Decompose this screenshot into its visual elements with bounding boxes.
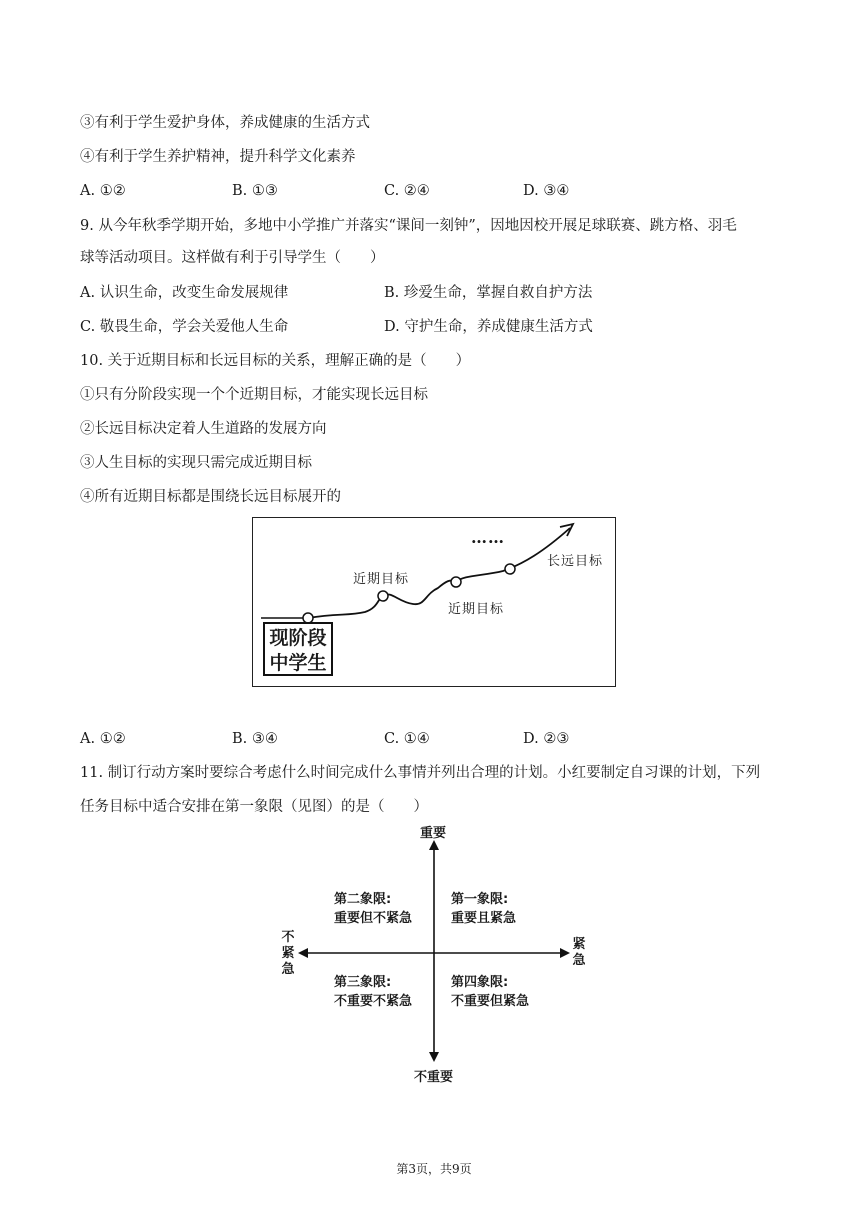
near-goal-label-2: 近期目标	[448, 602, 505, 617]
quadrant-4-desc: 不重要但紧急	[451, 994, 530, 1009]
near-goal-label-1: 近期目标	[353, 572, 410, 587]
quadrant-figure	[270, 820, 610, 1085]
q10-option-a: A. ①②	[80, 731, 126, 747]
milestone-near-2	[451, 577, 461, 587]
q8-option-a: A. ①②	[80, 183, 126, 199]
goal-path-curve	[308, 528, 570, 618]
quadrant-4	[451, 973, 529, 1011]
quadrant-1-title: 第一象限:	[451, 892, 509, 907]
q8-item-3: ③有利于学生爱护身体，养成健康的生活方式	[80, 115, 370, 131]
q8-option-c: C. ②④	[384, 183, 430, 199]
quadrant-axes	[270, 820, 610, 1085]
current-stage-box	[263, 622, 333, 676]
q10-item-4: ④所有近期目标都是围绕长远目标展开的	[80, 489, 341, 505]
current-stage-line-2: 中学生	[269, 652, 327, 674]
quadrant-3-desc: 不重要不紧急	[334, 994, 413, 1009]
q9-option-c: C. 敬畏生命，学会关爱他人生命	[80, 319, 289, 335]
q8-option-b: B. ①③	[232, 183, 278, 199]
arrow-left-icon	[298, 948, 308, 958]
q8-option-d: D. ③④	[523, 183, 570, 199]
q11-stem-line-1: 11. 制订行动方案时要综合考虑什么时间完成什么事情并列出合理的计划。小红要制定自习课的计划，下列	[80, 765, 761, 781]
q10-stem: 10. 关于近期目标和长远目标的关系，理解正确的是（ ）	[80, 353, 471, 369]
quadrant-2	[334, 890, 412, 928]
arrow-up-icon	[429, 840, 439, 850]
q9-stem-line-1: 9. 从今年秋季学期开始，多地中小学推广并落实“课间一刻钟”，因地因校开展足球联赛、跳方格、羽毛	[80, 218, 737, 234]
q9-option-b: B. 珍爱生命，掌握自救自护方法	[384, 285, 593, 301]
q10-option-d: D. ②③	[523, 731, 570, 747]
q11-stem-line-2: 任务目标中适合安排在第一象限（见图）的是（ ）	[80, 799, 428, 815]
continuation-dots: ……	[471, 528, 505, 547]
q10-item-2: ②长远目标决定着人生道路的发展方向	[80, 421, 327, 437]
milestone-near-3	[505, 564, 515, 574]
quadrant-3-title: 第三象限:	[334, 975, 392, 990]
q9-stem-line-2: 球等活动项目。这样做有利于引导学生（ ）	[80, 250, 385, 266]
quadrant-2-title: 第二象限:	[334, 892, 392, 907]
axis-label-not-important: 不重要	[414, 1070, 454, 1085]
quadrant-4-title: 第四象限:	[451, 975, 509, 990]
quadrant-1-desc: 重要且紧急	[451, 911, 517, 926]
q9-option-a: A. 认识生命，改变生命发展规律	[80, 285, 289, 301]
axis-label-urgent: 紧急	[572, 937, 586, 968]
q10-option-b: B. ③④	[232, 731, 278, 747]
q8-item-4: ④有利于学生养护精神，提升科学文化素养	[80, 149, 356, 165]
far-goal-label: 长远目标	[547, 554, 604, 569]
quadrant-3	[334, 973, 412, 1011]
quadrant-1	[451, 890, 516, 928]
q10-option-c: C. ①④	[384, 731, 430, 747]
milestone-near-1	[378, 591, 388, 601]
q10-item-1: ①只有分阶段实现一个个近期目标，才能实现长远目标	[80, 387, 428, 403]
q10-item-3: ③人生目标的实现只需完成近期目标	[80, 455, 312, 471]
page-footer: 第3页，共9页	[396, 1162, 472, 1176]
current-stage-line-1: 现阶段	[269, 627, 327, 649]
quadrant-2-desc: 重要但不紧急	[334, 911, 413, 926]
arrow-down-icon	[429, 1052, 439, 1062]
axis-label-not-urgent: 不紧急	[281, 930, 295, 977]
arrow-right-icon	[560, 948, 570, 958]
goal-path-figure	[252, 517, 616, 687]
q9-option-d: D. 守护生命，养成健康生活方式	[384, 319, 593, 335]
axis-label-important: 重要	[420, 826, 447, 841]
